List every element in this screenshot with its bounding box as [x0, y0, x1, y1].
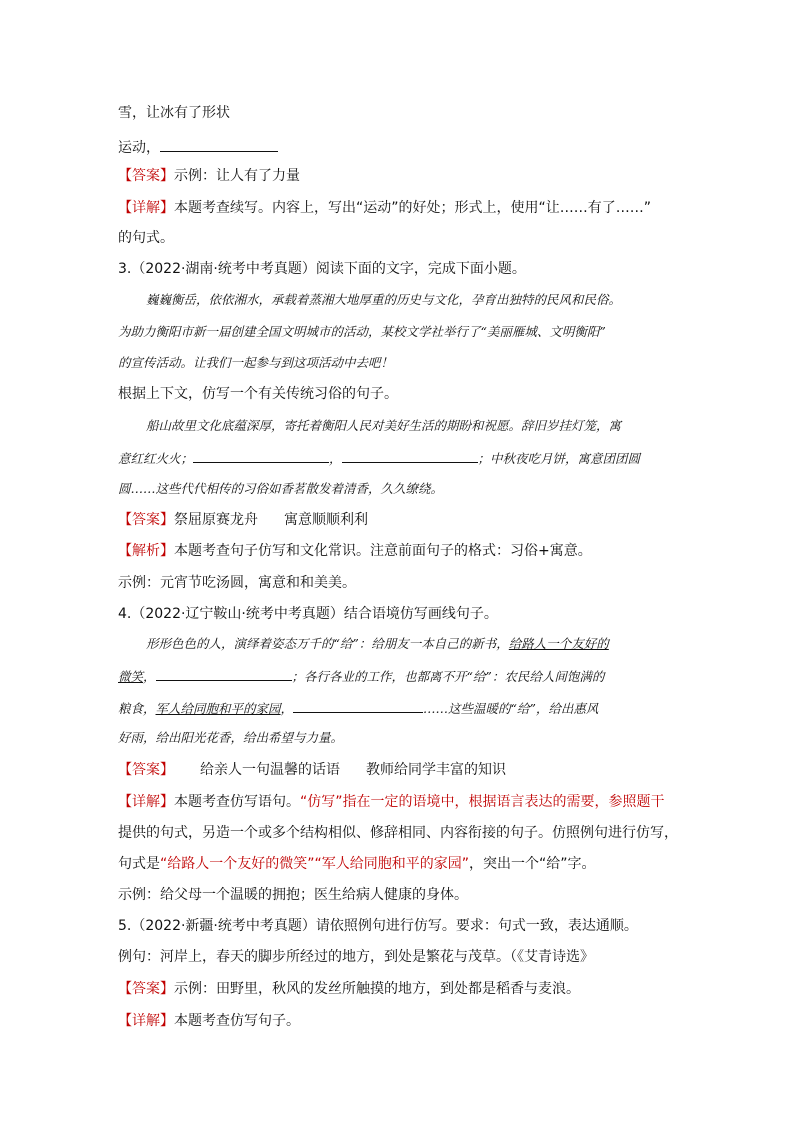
detail-text: 的句式。 [118, 230, 174, 246]
answer-tag: 【答案】 [118, 981, 174, 997]
answer-tag: 【答案】 [118, 168, 174, 184]
answer-line [118, 979, 580, 999]
question-title [118, 604, 498, 624]
detail-text: 本题考查仿写句子。 [174, 1013, 300, 1029]
passage-line [118, 479, 443, 499]
passage-line [118, 447, 640, 469]
answer-line [118, 166, 300, 186]
answer-text: 示例：让人有了力量 [174, 168, 300, 184]
answer-blank [293, 697, 423, 713]
text: ， [143, 669, 156, 684]
text: 雪，让冰有了形状 [118, 105, 230, 121]
passage-line [146, 634, 609, 654]
example-line [118, 573, 356, 593]
text: 意红红火火； [118, 451, 194, 466]
passage-line [118, 697, 598, 719]
answer-text: 给亲人一句温馨的话语 [200, 762, 340, 778]
detail-tag: 【详解】 [118, 1013, 174, 1029]
answer-line [118, 510, 368, 530]
passage-line [118, 353, 393, 373]
passage-line [118, 728, 343, 748]
text: 4.（2022·辽宁鞍山·统考中考真题）结合语境仿写画线句子。 [118, 606, 498, 622]
text: 船山故里文化底蕴深厚，寄托着衡阳人民对美好生活的期盼和祝愿。辞旧岁挂灯笼，寓 [146, 418, 622, 433]
text: 为助力衡阳市新一届创建全国文明城市的活动，某校文学社举行了“美丽雁城、文明衡阳” [118, 324, 606, 339]
passage-line [146, 290, 621, 310]
answer-blank [156, 665, 292, 681]
detail-line [118, 228, 174, 248]
detail-tag: 【详解】 [118, 200, 174, 216]
detail-line [118, 854, 596, 874]
answer-blank [160, 136, 278, 152]
detail-text-highlight: “给路人一个友好的微笑”“军人给同胞和平的家园” [160, 856, 470, 872]
question-title [118, 916, 638, 936]
underlined-text: 给路人一个友好的 [508, 636, 609, 651]
text: 巍巍衡岳，依依湘水，承载着蒸湘大地厚重的历史与文化，孕育出独特的民风和民俗。 [146, 292, 622, 307]
detail-line [118, 823, 678, 843]
detail-text: ，突出一个“给”字。 [469, 856, 596, 872]
answer-text: 示例：田野里，秋风的发丝所触摸的地方，到处都是稻香与麦浪。 [174, 981, 580, 997]
answer-blank [342, 447, 478, 463]
text: 3.（2022·湖南·统考中考真题）阅读下面的文字，完成下面小题。 [118, 261, 526, 277]
text: 根据上下文，仿写一个有关传统习俗的句子。 [118, 386, 398, 402]
analysis-tag: 【解析】 [118, 543, 174, 559]
detail-text: 本题考查续写。内容上，写出“运动”的好处；形式上，使用“让……有了……” [174, 200, 652, 216]
analysis-text: 本题考查句子仿写和文化常识。注意前面句子的格式：习俗+寓意。 [174, 543, 592, 559]
detail-text: 句式是 [118, 856, 160, 872]
text: 5.（2022·新疆·统考中考真题）请依照例句进行仿写。要求：句式一致，表达通顺。 [118, 918, 638, 934]
answer-text: 祭屈原赛龙舟 [174, 512, 258, 528]
text: 粮食， [118, 701, 156, 716]
passage-line [118, 665, 604, 687]
text-line [118, 136, 278, 158]
answer-tag: 【答案】 [118, 762, 174, 778]
analysis-line [118, 541, 592, 561]
detail-line [118, 792, 665, 812]
answer-text: 教师给同学丰富的知识 [366, 762, 506, 778]
detail-text: 本题考查仿写语句。 [174, 794, 300, 810]
text: ……这些温暖的“给”，给出惠风 [423, 701, 599, 716]
answer-blank [193, 447, 329, 463]
detail-text-highlight: “仿写”指在一定的语境中，根据语言表达的需要，参照题干 [300, 794, 665, 810]
text: ， [329, 451, 342, 466]
text: ；各行各业的工作，也都离不开“给”：农民给人间饱满的 [291, 669, 605, 684]
answer-text: 寓意顺顺利利 [284, 512, 368, 528]
detail-tag: 【详解】 [118, 794, 174, 810]
text: 好雨，给出阳光花香，给出希望与力量。 [118, 730, 344, 745]
underlined-text: 军人给同胞和平的家园 [155, 701, 281, 716]
text: 圆……这些代代相传的习俗如香茗散发着清香，久久缭绕。 [118, 481, 444, 496]
example-line [118, 885, 468, 905]
text: 示例：给父母一个温暖的拥抱；医生给病人健康的身体。 [118, 887, 468, 903]
text: 运动， [118, 140, 160, 156]
text: ， [280, 701, 294, 716]
text: ；中秋夜吃月饼，寓意团团圆 [477, 451, 641, 466]
text: 的宣传活动。让我们一起参与到这项活动中去吧！ [118, 355, 394, 370]
question-title [118, 259, 526, 279]
text: 示例：元宵节吃汤圆，寓意和和美美。 [118, 575, 356, 591]
passage-line [118, 322, 606, 342]
text: 例句：河岸上，春天的脚步所经过的地方，到处是繁花与茂草。（《艾青诗选》 [118, 949, 594, 965]
detail-line [118, 198, 651, 218]
answer-tag: 【答案】 [118, 512, 174, 528]
answer-line [118, 760, 506, 780]
passage-line [146, 416, 621, 436]
example-sentence [118, 947, 594, 967]
text-line [118, 103, 230, 123]
text: 形形色色的人，演绎着姿态万千的“给”：给朋友一本自己的新书， [146, 636, 509, 651]
detail-line [118, 1011, 300, 1031]
prompt-line [118, 384, 398, 404]
detail-text: 提供的句式，另造一个或多个结构相似、修辞相同、内容衔接的句子。仿照例句进行仿写， [118, 825, 678, 841]
underlined-text: 微笑 [118, 669, 144, 684]
